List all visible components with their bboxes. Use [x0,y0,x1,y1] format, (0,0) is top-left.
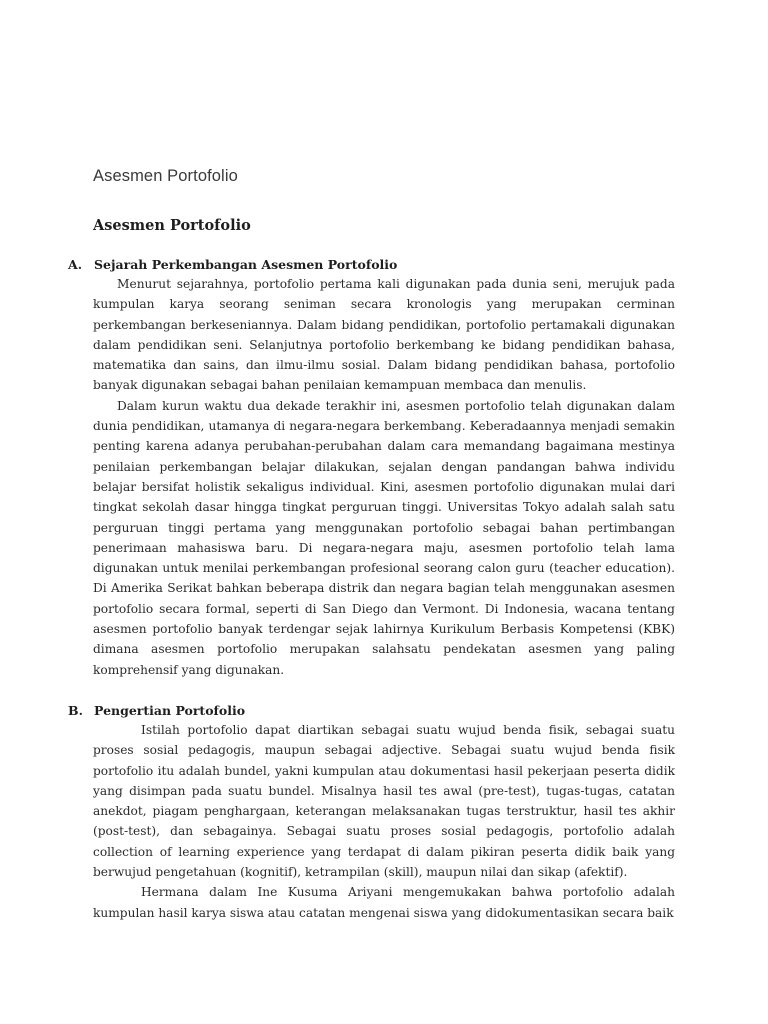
section-a-paragraph: Menurut sejarahnya, portofolio pertama kali digunakan pada dunia seni, merujuk pada kumpulan karya seorang seniman secara kronologis yang merupakan cerminan perkembangan berkeseniannya. Dalam bidang pendidikan, portofolio pertamakali digunakan dalam pendidikan seni. Selanjutnya portofolio berkembang ke bidang pendidikan bahasa, matematika dan sains, dan ilmu-ilmu sosial. Dalam bidang pendidikan bahasa, portofolio banyak digunakan sebagai bahan penilaian kemampuan membaca dan menulis. [93,277,675,393]
section-a-letter: A. [68,257,83,272]
section-b-paragraph: Hermana dalam Ine Kusuma Ariyani mengemukakan bahwa portofolio adalah kumpulan hasil karya siswa atau catatan mengenai siswa yang didokumentasikan secara baik [93,885,675,920]
section-a-body [93,274,675,680]
section-b-body [93,720,675,923]
main-heading: Asesmen Portofolio [93,217,251,234]
section-b-title: Pengertian Portofolio [94,703,246,718]
section-b-heading [68,703,245,718]
section-a-paragraph: Dalam kurun waktu dua dekade terakhir ini, asesmen portofolio telah digunakan dalam dunia pendidikan, utamanya di negara-negara berkembang. Keberadaannya menjadi semakin penting karena adanya perubahan-perubahan dalam cara memandang bagaimana mestinya penilaian perkembangan belajar dilakukan, sejalan dengan pandangan bahwa individu belajar bersifat holistik sekaligus individual. Kini, asesmen portofolio digunakan mulai dari tingkat sekolah dasar hingga tingkat perguruan tinggi. Universitas Tokyo adalah salah satu perguruan tinggi pertama yang menggunakan portofolio sebagai bahan pertimbangan penerimaan mahasiswa baru. Di negara-negara maju, asesmen portofolio telah lama digunakan untuk menilai perkembangan profesional seorang calon guru (teacher education). Di Amerika Serikat bahkan beberapa distrik dan negara bagian telah menggunakan asesmen portofolio secara formal, seperti di San Diego dan Vermont. Di Indonesia, wacana tentang asesmen portofolio banyak terdengar sejak lahirnya Kurikulum Berbasis Kompetensi (KBK) dimana asesmen portofolio merupakan salahsatu pendekatan asesmen yang paling komprehensif yang digunakan. [93,398,675,677]
section-a-title: Sejarah Perkembangan Asesmen Portofolio [94,257,398,272]
section-a-heading [68,257,397,272]
section-b-letter: B. [68,703,83,718]
document-title: Asesmen Portofolio [93,167,238,185]
section-b-paragraph: Istilah portofolio dapat diartikan sebagai suatu wujud benda fisik, sebagai suatu proses sosial pedagogis, maupun sebagai adjective. Sebagai suatu wujud benda fisik portofolio itu adalah bundel, yakni kumpulan atau dokumentasi hasil pekerjaan peserta didik yang disimpan pada suatu bundel. Misalnya hasil tes awal (pre-test), tugas-tugas, catatan anekdot, piagam penghargaan, keterangan melaksanakan tugas terstruktur, hasil tes akhir (post-test), dan sebagainya. Sebagai suatu proses sosial pedagogis, portofolio adalah collection of learning experience yang terdapat di dalam pikiran peserta didik baik yang berwujud pengetahuan (kognitif), ketrampilan (skill), maupun nilai dan sikap (afektif). [93,723,675,880]
